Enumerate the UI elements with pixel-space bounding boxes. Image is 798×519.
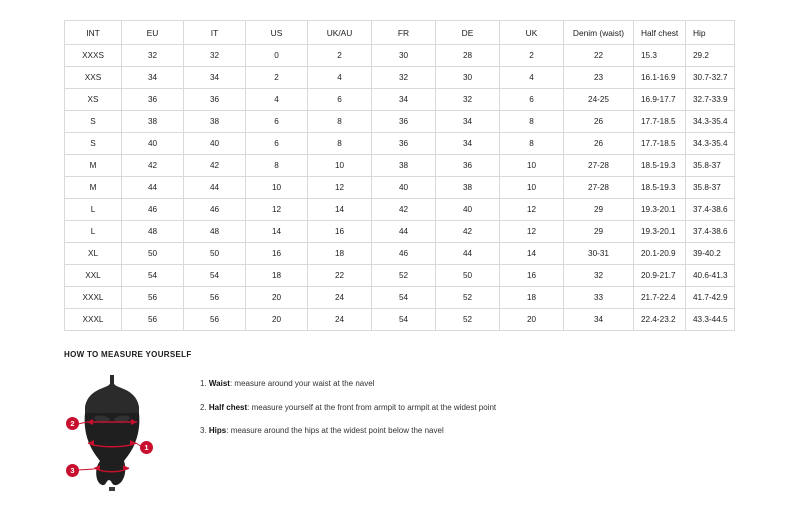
note-text-half-chest: : measure yourself at the front from armpit to armpit at the widest point xyxy=(247,402,497,412)
table-row xyxy=(65,89,735,111)
how-to-measure-body xyxy=(64,369,744,494)
cell-denim-waist: 26 xyxy=(564,133,634,155)
cell-it: 56 xyxy=(184,309,246,331)
cell-hip: 40.6-41.3 xyxy=(686,265,735,287)
note-number-1: 1. xyxy=(200,379,207,388)
cell-int: XXXL xyxy=(65,309,122,331)
cell-hip: 37.4-38.6 xyxy=(686,199,735,221)
cell-de: 44 xyxy=(436,243,500,265)
column-header-int: INT xyxy=(65,21,122,45)
cell-fr: 38 xyxy=(372,155,436,177)
cell-uk-au: 24 xyxy=(308,287,372,309)
column-header-hip: Hip xyxy=(686,21,735,45)
cell-eu: 48 xyxy=(122,221,184,243)
measure-note-waist xyxy=(200,379,496,389)
cell-hip: 41.7-42.9 xyxy=(686,287,735,309)
cell-denim-waist: 33 xyxy=(564,287,634,309)
cell-int: S xyxy=(65,133,122,155)
cell-hip: 30.7-32.7 xyxy=(686,67,735,89)
cell-int: XS xyxy=(65,89,122,111)
cell-uk-au: 14 xyxy=(308,199,372,221)
cell-half-chest: 17.7-18.5 xyxy=(634,111,686,133)
cell-us: 14 xyxy=(246,221,308,243)
cell-eu: 56 xyxy=(122,287,184,309)
cell-int: XL xyxy=(65,243,122,265)
cell-us: 10 xyxy=(246,177,308,199)
cell-hip: 35.8-37 xyxy=(686,155,735,177)
cell-it: 48 xyxy=(184,221,246,243)
cell-half-chest: 18.5-19.3 xyxy=(634,155,686,177)
cell-denim-waist: 29 xyxy=(564,199,634,221)
measure-note-half-chest xyxy=(200,403,496,413)
note-term-half-chest: Half chest xyxy=(208,402,248,412)
cell-hip: 32.7-33.9 xyxy=(686,89,735,111)
cell-uk-au: 10 xyxy=(308,155,372,177)
cell-half-chest: 22.4-23.2 xyxy=(634,309,686,331)
table-row xyxy=(65,67,735,89)
size-chart-table xyxy=(64,20,735,331)
cell-uk-au: 22 xyxy=(308,265,372,287)
cell-it: 34 xyxy=(184,67,246,89)
table-row xyxy=(65,309,735,331)
cell-us: 12 xyxy=(246,199,308,221)
cell-hip: 34.3-35.4 xyxy=(686,111,735,133)
cell-us: 16 xyxy=(246,243,308,265)
cell-fr: 46 xyxy=(372,243,436,265)
cell-denim-waist: 23 xyxy=(564,67,634,89)
cell-de: 30 xyxy=(436,67,500,89)
cell-uk-au: 2 xyxy=(308,45,372,67)
cell-eu: 50 xyxy=(122,243,184,265)
cell-us: 6 xyxy=(246,111,308,133)
cell-uk-au: 12 xyxy=(308,177,372,199)
cell-us: 18 xyxy=(246,265,308,287)
cell-denim-waist: 30-31 xyxy=(564,243,634,265)
cell-us: 20 xyxy=(246,309,308,331)
note-number-2: 2. xyxy=(200,402,207,412)
column-header-de: DE xyxy=(436,21,500,45)
cell-it: 40 xyxy=(184,133,246,155)
cell-int: M xyxy=(65,177,122,199)
cell-fr: 30 xyxy=(372,45,436,67)
cell-uk: 20 xyxy=(500,309,564,331)
table-row xyxy=(65,265,735,287)
cell-de: 28 xyxy=(436,45,500,67)
cell-eu: 46 xyxy=(122,199,184,221)
cell-it: 46 xyxy=(184,199,246,221)
cell-half-chest: 15.3 xyxy=(634,45,686,67)
cell-de: 38 xyxy=(436,177,500,199)
marker-badge-2: 2 xyxy=(66,417,79,430)
cell-hip: 29.2 xyxy=(686,45,735,67)
cell-uk: 18 xyxy=(500,287,564,309)
cell-us: 2 xyxy=(246,67,308,89)
table-row xyxy=(65,243,735,265)
cell-uk-au: 8 xyxy=(308,111,372,133)
cell-eu: 44 xyxy=(122,177,184,199)
cell-us: 8 xyxy=(246,155,308,177)
cell-uk: 6 xyxy=(500,89,564,111)
cell-half-chest: 21.7-22.4 xyxy=(634,287,686,309)
column-header-it: IT xyxy=(184,21,246,45)
cell-de: 36 xyxy=(436,155,500,177)
table-body xyxy=(65,45,735,331)
cell-it: 36 xyxy=(184,89,246,111)
cell-it: 32 xyxy=(184,45,246,67)
cell-half-chest: 20.9-21.7 xyxy=(634,265,686,287)
cell-half-chest: 16.9-17.7 xyxy=(634,89,686,111)
cell-half-chest: 19.3-20.1 xyxy=(634,221,686,243)
table-row xyxy=(65,111,735,133)
cell-eu: 56 xyxy=(122,309,184,331)
cell-denim-waist: 34 xyxy=(564,309,634,331)
cell-denim-waist: 27-28 xyxy=(564,177,634,199)
note-number-3: 3. xyxy=(200,426,207,436)
cell-hip: 34.3-35.4 xyxy=(686,133,735,155)
cell-it: 38 xyxy=(184,111,246,133)
note-term-waist: Waist xyxy=(208,379,230,388)
cell-uk-au: 16 xyxy=(308,221,372,243)
mannequin-figure xyxy=(64,369,184,494)
cell-half-chest: 17.7-18.5 xyxy=(634,133,686,155)
cell-uk: 12 xyxy=(500,221,564,243)
cell-it: 50 xyxy=(184,243,246,265)
marker-badge-1: 1 xyxy=(140,441,153,454)
cell-half-chest: 16.1-16.9 xyxy=(634,67,686,89)
measure-notes-list xyxy=(200,369,496,450)
cell-uk: 8 xyxy=(500,111,564,133)
cell-fr: 32 xyxy=(372,67,436,89)
cell-uk-au: 4 xyxy=(308,67,372,89)
cell-uk-au: 18 xyxy=(308,243,372,265)
cell-denim-waist: 27-28 xyxy=(564,155,634,177)
cell-int: XXS xyxy=(65,67,122,89)
cell-int: XXL xyxy=(65,265,122,287)
cell-eu: 54 xyxy=(122,265,184,287)
cell-us: 0 xyxy=(246,45,308,67)
mannequin-illustration xyxy=(64,369,184,494)
cell-de: 50 xyxy=(436,265,500,287)
table-header-row xyxy=(65,21,735,45)
cell-uk-au: 8 xyxy=(308,133,372,155)
cell-hip: 37.4-38.6 xyxy=(686,221,735,243)
cell-uk: 2 xyxy=(500,45,564,67)
cell-uk: 12 xyxy=(500,199,564,221)
cell-uk: 8 xyxy=(500,133,564,155)
cell-fr: 44 xyxy=(372,221,436,243)
measure-note-hips xyxy=(200,426,496,436)
cell-fr: 52 xyxy=(372,265,436,287)
cell-uk: 4 xyxy=(500,67,564,89)
column-header-us: US xyxy=(246,21,308,45)
cell-eu: 34 xyxy=(122,67,184,89)
cell-int: M xyxy=(65,155,122,177)
cell-int: L xyxy=(65,221,122,243)
cell-denim-waist: 22 xyxy=(564,45,634,67)
cell-eu: 36 xyxy=(122,89,184,111)
cell-it: 56 xyxy=(184,287,246,309)
cell-de: 34 xyxy=(436,111,500,133)
column-header-uk-au: UK/AU xyxy=(308,21,372,45)
table-row xyxy=(65,155,735,177)
how-to-measure-section xyxy=(64,350,744,494)
cell-fr: 54 xyxy=(372,287,436,309)
cell-uk: 10 xyxy=(500,155,564,177)
how-to-measure-title: HOW TO MEASURE YOURSELF xyxy=(64,350,192,359)
table-row xyxy=(65,177,735,199)
table-row xyxy=(65,221,735,243)
cell-eu: 38 xyxy=(122,111,184,133)
cell-uk-au: 6 xyxy=(308,89,372,111)
cell-de: 42 xyxy=(436,221,500,243)
cell-int: XXXL xyxy=(65,287,122,309)
column-header-fr: FR xyxy=(372,21,436,45)
cell-half-chest: 20.1-20.9 xyxy=(634,243,686,265)
cell-uk: 10 xyxy=(500,177,564,199)
note-text-waist: : measure around your waist at the navel xyxy=(229,379,375,388)
cell-denim-waist: 32 xyxy=(564,265,634,287)
cell-eu: 32 xyxy=(122,45,184,67)
cell-eu: 42 xyxy=(122,155,184,177)
cell-hip: 39-40.2 xyxy=(686,243,735,265)
cell-us: 4 xyxy=(246,89,308,111)
cell-int: XXXS xyxy=(65,45,122,67)
cell-de: 52 xyxy=(436,309,500,331)
size-chart-table-wrapper xyxy=(64,20,734,331)
column-header-half-chest: Half chest xyxy=(634,21,686,45)
cell-int: S xyxy=(65,111,122,133)
note-text-hips: : measure around the hips at the widest point below the navel xyxy=(226,426,444,436)
cell-uk: 16 xyxy=(500,265,564,287)
cell-fr: 42 xyxy=(372,199,436,221)
table-row xyxy=(65,287,735,309)
cell-it: 44 xyxy=(184,177,246,199)
column-header-uk: UK xyxy=(500,21,564,45)
note-term-hips: Hips xyxy=(208,426,227,436)
cell-uk-au: 24 xyxy=(308,309,372,331)
cell-half-chest: 18.5-19.3 xyxy=(634,177,686,199)
cell-denim-waist: 24-25 xyxy=(564,89,634,111)
cell-denim-waist: 26 xyxy=(564,111,634,133)
cell-de: 34 xyxy=(436,133,500,155)
cell-fr: 54 xyxy=(372,309,436,331)
cell-it: 54 xyxy=(184,265,246,287)
cell-uk: 14 xyxy=(500,243,564,265)
table-row xyxy=(65,133,735,155)
cell-de: 32 xyxy=(436,89,500,111)
cell-hip: 43.3-44.5 xyxy=(686,309,735,331)
cell-fr: 36 xyxy=(372,133,436,155)
cell-fr: 40 xyxy=(372,177,436,199)
cell-fr: 36 xyxy=(372,111,436,133)
cell-de: 40 xyxy=(436,199,500,221)
cell-us: 20 xyxy=(246,287,308,309)
column-header-denim-waist: Denim (waist) xyxy=(564,21,634,45)
marker-badge-3: 3 xyxy=(66,464,79,477)
table-row xyxy=(65,199,735,221)
cell-int: L xyxy=(65,199,122,221)
cell-fr: 34 xyxy=(372,89,436,111)
cell-hip: 35.8-37 xyxy=(686,177,735,199)
cell-de: 52 xyxy=(436,287,500,309)
cell-it: 42 xyxy=(184,155,246,177)
cell-us: 6 xyxy=(246,133,308,155)
cell-eu: 40 xyxy=(122,133,184,155)
table-header xyxy=(65,21,735,45)
cell-denim-waist: 29 xyxy=(564,221,634,243)
table-row xyxy=(65,45,735,67)
column-header-eu: EU xyxy=(122,21,184,45)
cell-half-chest: 19.3-20.1 xyxy=(634,199,686,221)
